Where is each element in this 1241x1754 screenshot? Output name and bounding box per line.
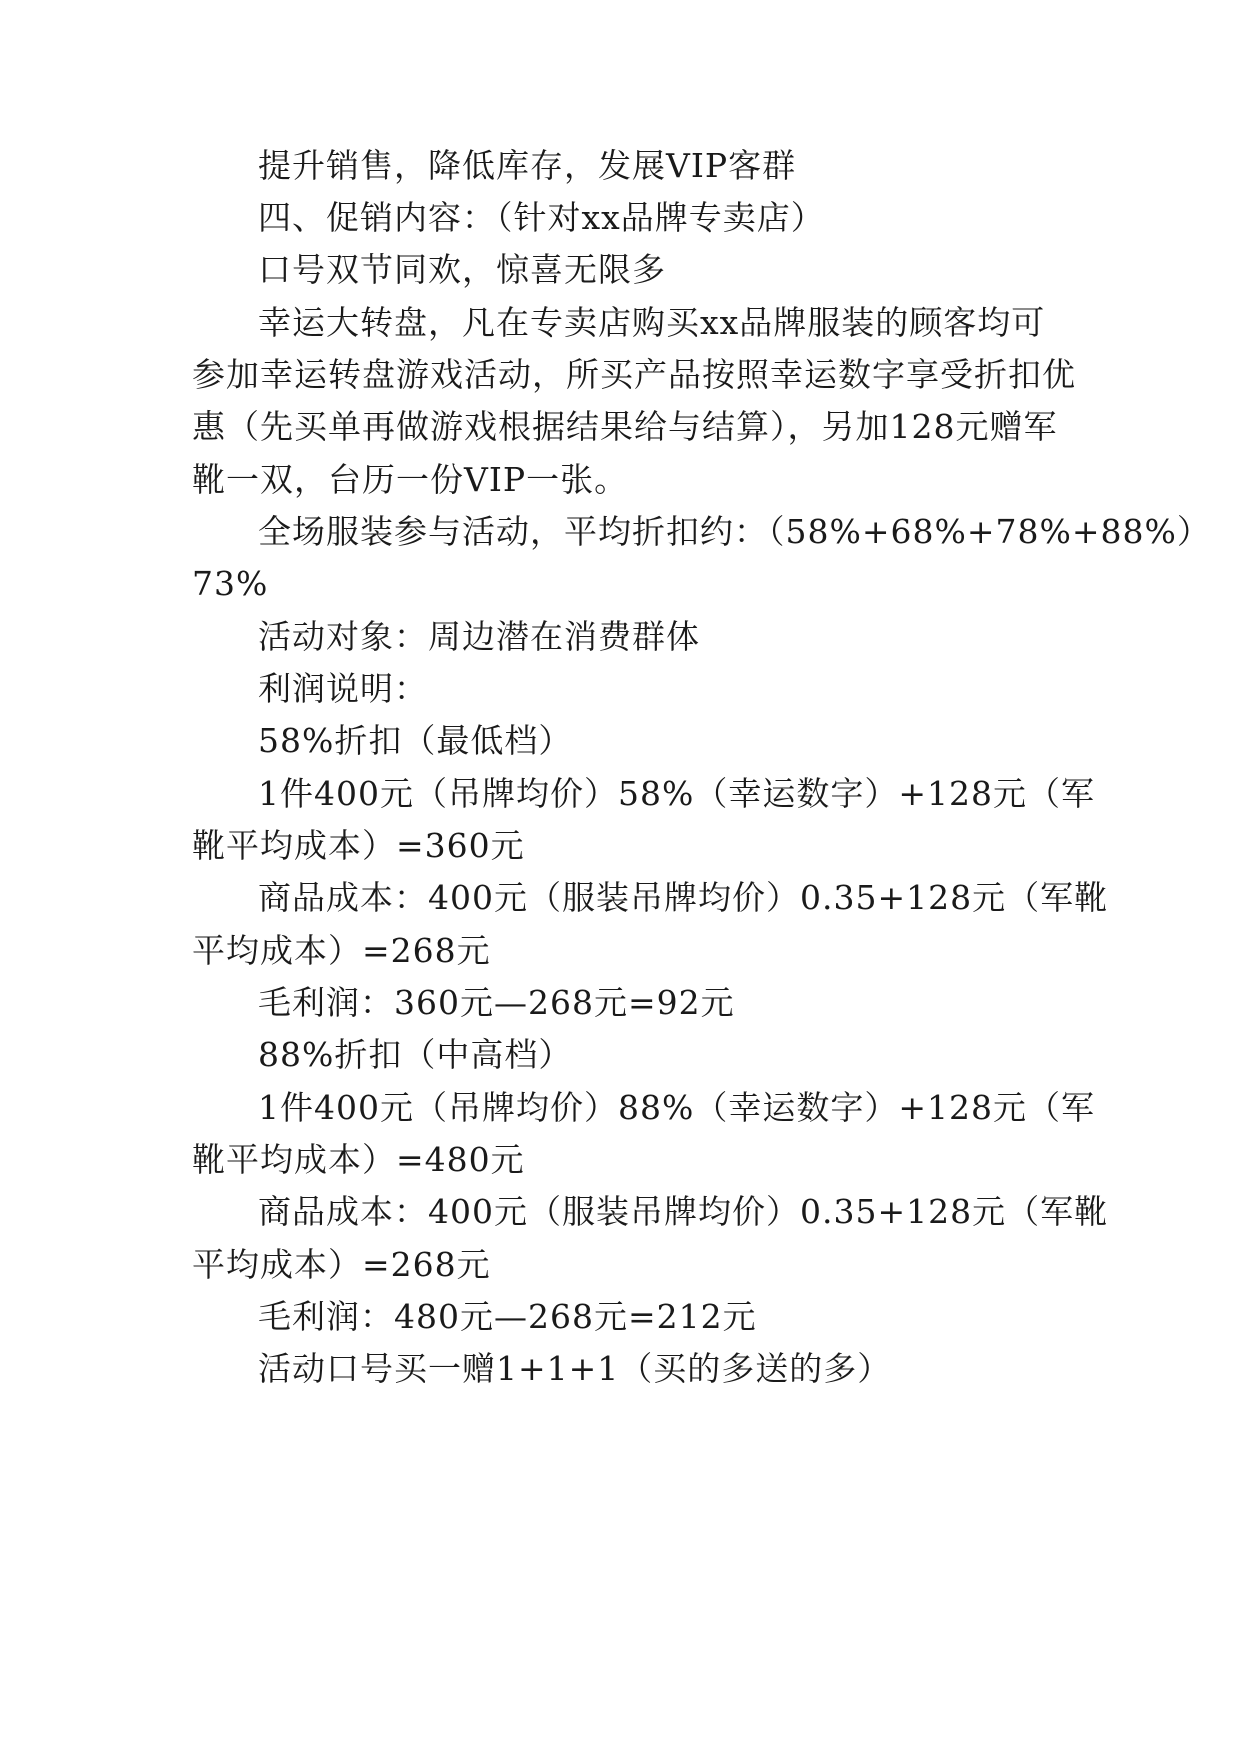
paragraph-tier-88-price-line-2: 靴平均成本）=480元 [192,1140,525,1179]
paragraph-goal: 提升销售，降低库存，发展VIP客群 [258,146,797,185]
paragraph-lucky-wheel-line-3: 惠（先买单再做游戏根据结果给与结算），另加128元赠军 [192,407,1058,446]
section-heading-promotion-content: 四、促销内容：（针对xx品牌专卖店） [258,198,825,237]
paragraph-tier-58-cost-line-2: 平均成本）=268元 [192,931,491,970]
paragraph-lucky-wheel-line-4: 靴一双，台历一份VIP一张。 [192,460,629,499]
paragraph-lucky-wheel-line-1: 幸运大转盘，凡在专卖店购买xx品牌服装的顾客均可 [258,303,1046,342]
paragraph-lucky-wheel-line-2: 参加幸运转盘游戏活动，所买产品按照幸运数字享受折扣优 [192,355,1076,394]
paragraph-tier-58-price-line-1: 1件400元（吊牌均价）58%（幸运数字）+128元（军 [258,774,1095,813]
paragraph-profit-heading: 利润说明： [258,669,428,708]
paragraph-tier-58-price-line-2: 靴平均成本）=360元 [192,826,525,865]
paragraph-tier-88-cost-line-1: 商品成本：400元（服装吊牌均价）0.35+128元（军靴 [258,1192,1109,1231]
paragraph-target-audience: 活动对象：周边潜在消费群体 [258,617,700,656]
paragraph-tier-88-price-line-1: 1件400元（吊牌均价）88%（幸运数字）+128元（军 [258,1088,1095,1127]
paragraph-tier-58-gross-profit: 毛利润：360元—268元=92元 [258,983,735,1022]
paragraph-average-discount-line-2: 73% [192,564,269,603]
paragraph-tier-88: 88%折扣（中高档） [258,1035,573,1074]
paragraph-tier-88-cost-line-2: 平均成本）=268元 [192,1245,491,1284]
paragraph-tier-58: 58%折扣（最低档） [258,721,573,760]
paragraph-activity-slogan: 活动口号买一赠1+1+1（买的多送的多） [258,1349,892,1388]
paragraph-slogan: 口号双节同欢，惊喜无限多 [258,250,666,289]
paragraph-average-discount-line-1: 全场服装参与活动，平均折扣约：（58%+68%+78%+88%） [258,512,1211,551]
paragraph-tier-58-cost-line-1: 商品成本：400元（服装吊牌均价）0.35+128元（军靴 [258,878,1109,917]
paragraph-tier-88-gross-profit: 毛利润：480元—268元=212元 [258,1297,757,1336]
